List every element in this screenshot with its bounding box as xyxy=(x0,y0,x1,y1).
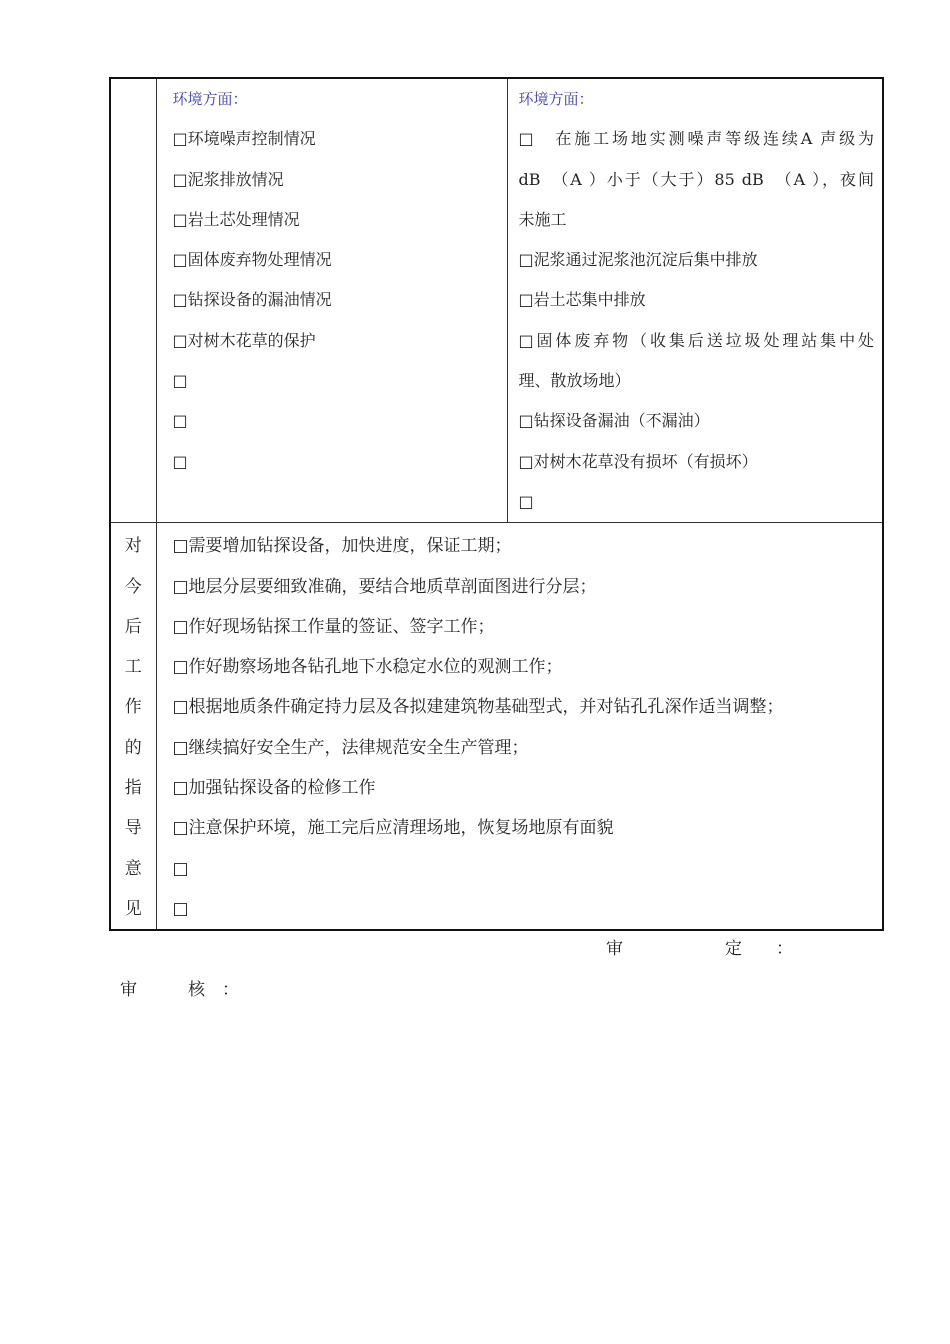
guidance-item[interactable]: □根据地质条件确定持力层及各拟建建筑物基础型式，并对钻孔孔深作适当调整； xyxy=(172,697,784,718)
guidance-label-char: 工 xyxy=(124,657,142,678)
checklist-item-blank[interactable]: □ xyxy=(172,371,188,391)
guidance-label-char: 的 xyxy=(124,737,142,758)
finding-solid-waste-line-1[interactable]: □固体废弃物（收集后送垃圾处理站集中处 xyxy=(518,330,874,350)
checklist-item-blank[interactable]: □ xyxy=(172,411,188,431)
guidance-label-char: 指 xyxy=(124,778,142,799)
checklist-item-oil-leak[interactable]: □钻探设备的漏油情况 xyxy=(172,290,332,310)
guidance-label-char: 意 xyxy=(124,858,142,879)
checklist-item-core[interactable]: □岩土芯处理情况 xyxy=(172,209,300,229)
environment-row xyxy=(110,78,883,523)
guidance-label-char: 今 xyxy=(124,576,142,597)
finding-blank[interactable]: □ xyxy=(518,491,534,511)
checklist-item-solid-waste[interactable]: □固体废弃物处理情况 xyxy=(172,250,332,270)
finding-mud[interactable]: □泥浆通过泥浆池沉淀后集中排放 xyxy=(518,250,758,270)
guidance-label-char: 见 xyxy=(124,898,142,919)
environment-label-cell xyxy=(110,78,156,523)
guidance-item[interactable]: □作好现场钻探工作量的签证、签字工作； xyxy=(172,616,495,637)
checklist-item-plants[interactable]: □对树木花草的保护 xyxy=(172,330,316,350)
guidance-item[interactable]: □继续搞好安全生产，法律规范安全生产管理； xyxy=(172,737,529,758)
guidance-label-cell xyxy=(110,523,156,930)
spacer-line xyxy=(173,482,507,522)
checklist-item-blank[interactable]: □ xyxy=(172,451,188,471)
finding-noise-line-1[interactable]: □ 在施工场地实测噪声等级连续A 声级为 xyxy=(518,129,874,149)
finding-solid-waste-line-2: 理、散放场地） xyxy=(518,371,631,391)
guidance-label-char: 导 xyxy=(124,818,142,839)
inspection-form-table xyxy=(109,77,884,931)
guidance-item[interactable]: □地层分层要细致准确，要结合地质草剖面图进行分层； xyxy=(172,576,597,597)
environment-findings-heading: 环境方面： xyxy=(518,90,594,108)
review-signature-label: 审 核 ： xyxy=(120,980,239,1000)
guidance-row xyxy=(110,523,883,930)
finding-core[interactable]: □岩土芯集中排放 xyxy=(518,290,646,310)
guidance-label-char: 对 xyxy=(124,536,142,557)
guidance-label-char: 作 xyxy=(124,697,142,718)
guidance-item[interactable]: □作好勘察场地各钻孔地下水稳定水位的观测工作； xyxy=(172,657,563,678)
guidance-item-blank[interactable]: □ xyxy=(172,898,189,919)
guidance-item[interactable]: □加强钻探设备的检修工作 xyxy=(172,778,376,799)
finding-oil-leak[interactable]: □钻探设备漏油（不漏油） xyxy=(518,411,710,431)
environment-checklist-cell xyxy=(156,78,507,523)
checklist-item-mud[interactable]: □泥浆排放情况 xyxy=(172,169,284,189)
guidance-item-blank[interactable]: □ xyxy=(172,858,189,879)
guidance-item[interactable]: □需要增加钻探设备，加快进度，保证工期； xyxy=(172,536,512,557)
finding-plants[interactable]: □对树木花草没有损坏（有损坏） xyxy=(518,451,758,471)
environment-checklist-heading: 环境方面： xyxy=(172,90,248,108)
environment-findings-cell xyxy=(507,78,883,523)
checklist-item-noise[interactable]: □环境噪声控制情况 xyxy=(172,129,316,149)
finding-noise-line-2: dB （A ）小于（大于）85 dB （A ），夜间 xyxy=(518,169,874,189)
guidance-label-char: 后 xyxy=(124,616,142,637)
finding-noise-line-3: 未施工 xyxy=(518,209,567,229)
approve-signature-label: 审 定 ： xyxy=(606,939,793,959)
guidance-items-cell xyxy=(156,523,883,930)
guidance-item[interactable]: □注意保护环境，施工完后应清理场地，恢复场地原有面貌 xyxy=(172,818,614,839)
